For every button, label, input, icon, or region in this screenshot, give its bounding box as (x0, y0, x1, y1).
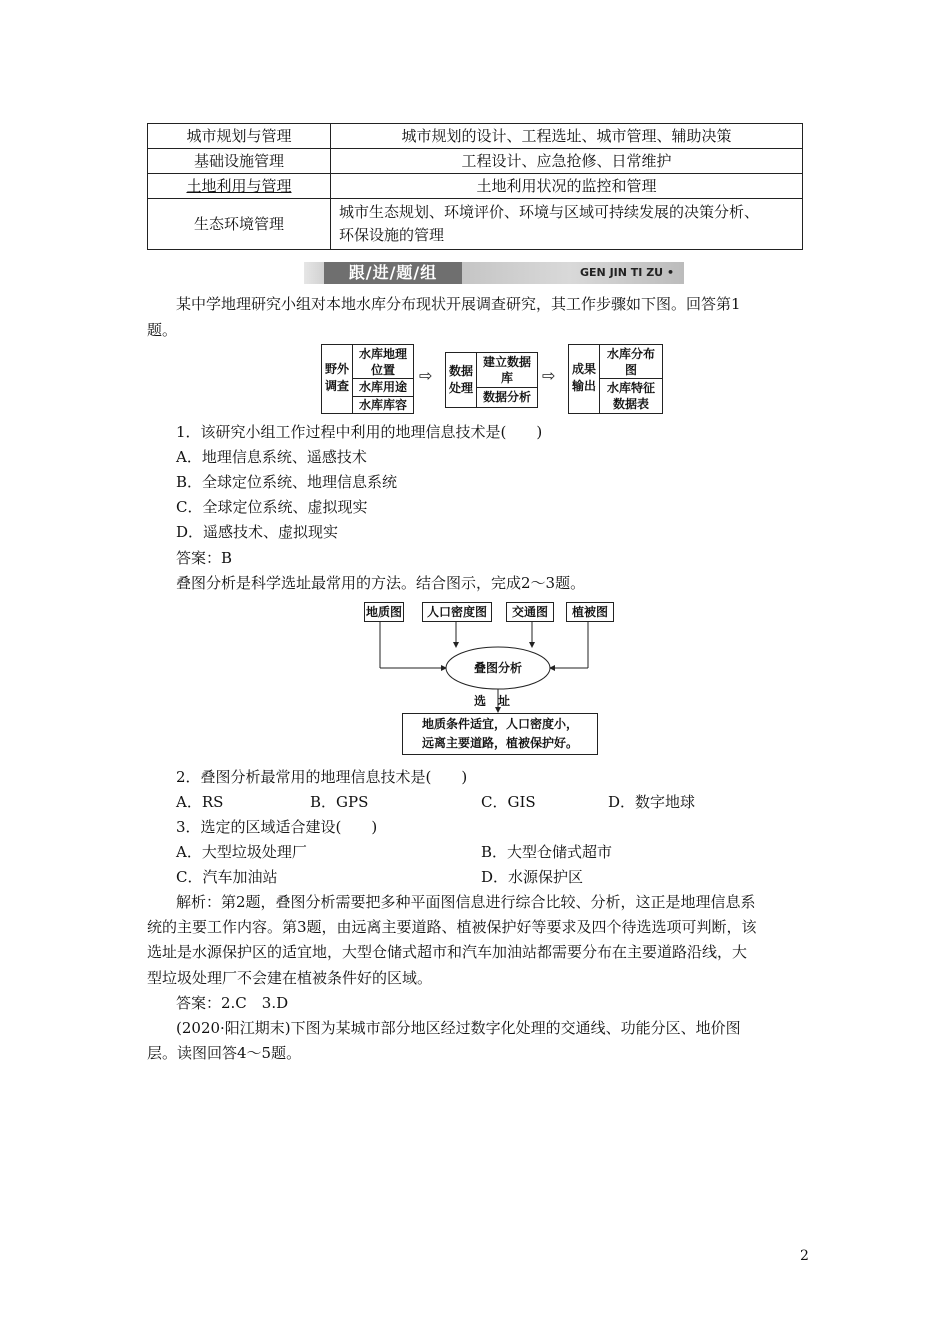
input-vegetation-map: 植被图 (566, 602, 614, 622)
selection-result-box (402, 713, 598, 755)
question-2-stem: 2．叠图分析最常用的地理信息技术是( ) (176, 768, 468, 786)
table-cell-use: 工程设计、应急抢修、日常维护 (331, 149, 803, 174)
step-item: 数据分析 (476, 387, 538, 408)
step-item: 建立数据库 (476, 352, 538, 388)
intro-paragraph-1-line1: 某中学地理研究小组对本地水库分布现状开展调查研究，其工作步骤如下图。回答第1 (176, 295, 741, 313)
site-selection-label: 选 址 (474, 694, 511, 708)
analysis-line: 解析：第2题，叠图分析需要把多种平面图信息进行综合比较、分析，这正是地理信息系 (176, 893, 756, 911)
step-label: 野外调查 (324, 362, 349, 393)
intro-paragraph-3-line1: (2020·阳江期末)下图为某城市部分地区经过数字化处理的交通线、功能分区、地价图 (176, 1019, 741, 1037)
table-cell-use: 土地利用状况的监控和管理 (331, 174, 803, 199)
question-1-option-b: B．全球定位系统、地理信息系统 (176, 473, 398, 491)
step-output (568, 344, 600, 414)
banner-english: GEN JIN TI ZU • (579, 266, 674, 279)
table-cell-use: 城市规划的设计、工程选址、城市管理、辅助决策 (331, 124, 803, 149)
intro-paragraph-1-line2: 题。 (147, 321, 178, 339)
table-cell-use-line: 环保设施的管理 (339, 226, 445, 244)
input-geology-map: 地质图 (364, 602, 404, 622)
step-data-processing (445, 352, 477, 408)
table-cell-field: 生态环境管理 (148, 199, 331, 250)
question-3-option-d: D．水源保护区 (481, 868, 584, 886)
question-2-option-d: D．数字地球 (608, 793, 696, 811)
arrow-right-icon: ⇨ (419, 366, 433, 385)
step-label: 数据处理 (448, 364, 473, 395)
table-row (148, 174, 803, 199)
table-cell-field (148, 174, 331, 199)
question-2-option-b: B．GPS (310, 793, 369, 811)
arrow-right-icon: ⇨ (542, 366, 556, 385)
step-item: 水库特征数据表 (599, 378, 663, 414)
input-population-map: 人口密度图 (422, 602, 492, 622)
answer-2-3: 答案：2.C 3.D (176, 994, 289, 1012)
table-row (148, 199, 803, 250)
overlay-analysis-label: 叠图分析 (473, 661, 522, 675)
table-row (148, 149, 803, 174)
analysis-line: 统的主要工作内容。第3题，由远离主要道路、植被保护好等要求及四个待选选项可判断，该 (147, 918, 757, 936)
gis-application-table (147, 123, 803, 250)
page-number: 2 (800, 1248, 809, 1264)
selection-result-line: 远离主要道路，植被保护好。 (421, 736, 578, 750)
input-traffic-map: 交通图 (506, 602, 554, 622)
selection-result-line: 地质条件适宜，人口密度小， (421, 717, 578, 731)
table-row (148, 124, 803, 149)
step-item: 水库地理位置 (352, 344, 414, 379)
step-label: 成果输出 (571, 362, 596, 393)
table-cell-field: 基础设施管理 (148, 149, 331, 174)
overlay-analysis-diagram (360, 600, 620, 756)
step-field-survey (321, 344, 353, 414)
question-1-stem: 1．该研究小组工作过程中利用的地理信息技术是( ) (176, 423, 543, 441)
question-3-option-a: A．大型垃圾处理厂 (176, 843, 307, 861)
question-3-stem: 3．选定的区域适合建设( ) (176, 818, 378, 836)
question-3-option-c: C．汽车加油站 (176, 868, 278, 886)
banner-english-text: GEN JIN TI ZU (579, 266, 664, 279)
question-1-option-a: A．地理信息系统、遥感技术 (176, 448, 367, 466)
analysis-line: 型垃圾处理厂不会建在植被条件好的区域。 (147, 969, 433, 987)
workflow-diagram (321, 344, 663, 414)
banner-label: 跟/进/题/组 (324, 262, 462, 284)
table-cell-field: 城市规划与管理 (148, 124, 331, 149)
step-item: 水库分布图 (599, 344, 663, 379)
question-2-option-c: C．GIS (481, 793, 536, 811)
step-item: 水库用途 (352, 378, 414, 397)
step-item: 水库库容 (352, 396, 414, 414)
question-1-answer: 答案：B (176, 549, 233, 567)
table-cell-use (331, 199, 803, 250)
analysis-line: 选址是水源保护区的适宜地，大型仓储式超市和汽车加油站都需要分布在主要道路沿线，大 (147, 943, 748, 961)
question-3-option-b: B．大型仓储式超市 (481, 843, 613, 861)
section-banner (304, 262, 684, 284)
table-cell-use-line: 城市生态规划、环境评价、环境与区域可持续发展的决策分析、 (339, 203, 760, 221)
intro-paragraph-3-line2: 层。读图回答4～5题。 (147, 1044, 302, 1062)
table-cell-field-text: 土地利用与管理 (186, 177, 292, 195)
question-1-option-d: D．遥感技术、虚拟现实 (176, 523, 339, 541)
question-1-option-c: C．全球定位系统、虚拟现实 (176, 498, 368, 516)
intro-paragraph-2: 叠图分析是科学选址最常用的方法。结合图示，完成2～3题。 (176, 574, 586, 592)
question-2-option-a: A．RS (176, 793, 224, 811)
